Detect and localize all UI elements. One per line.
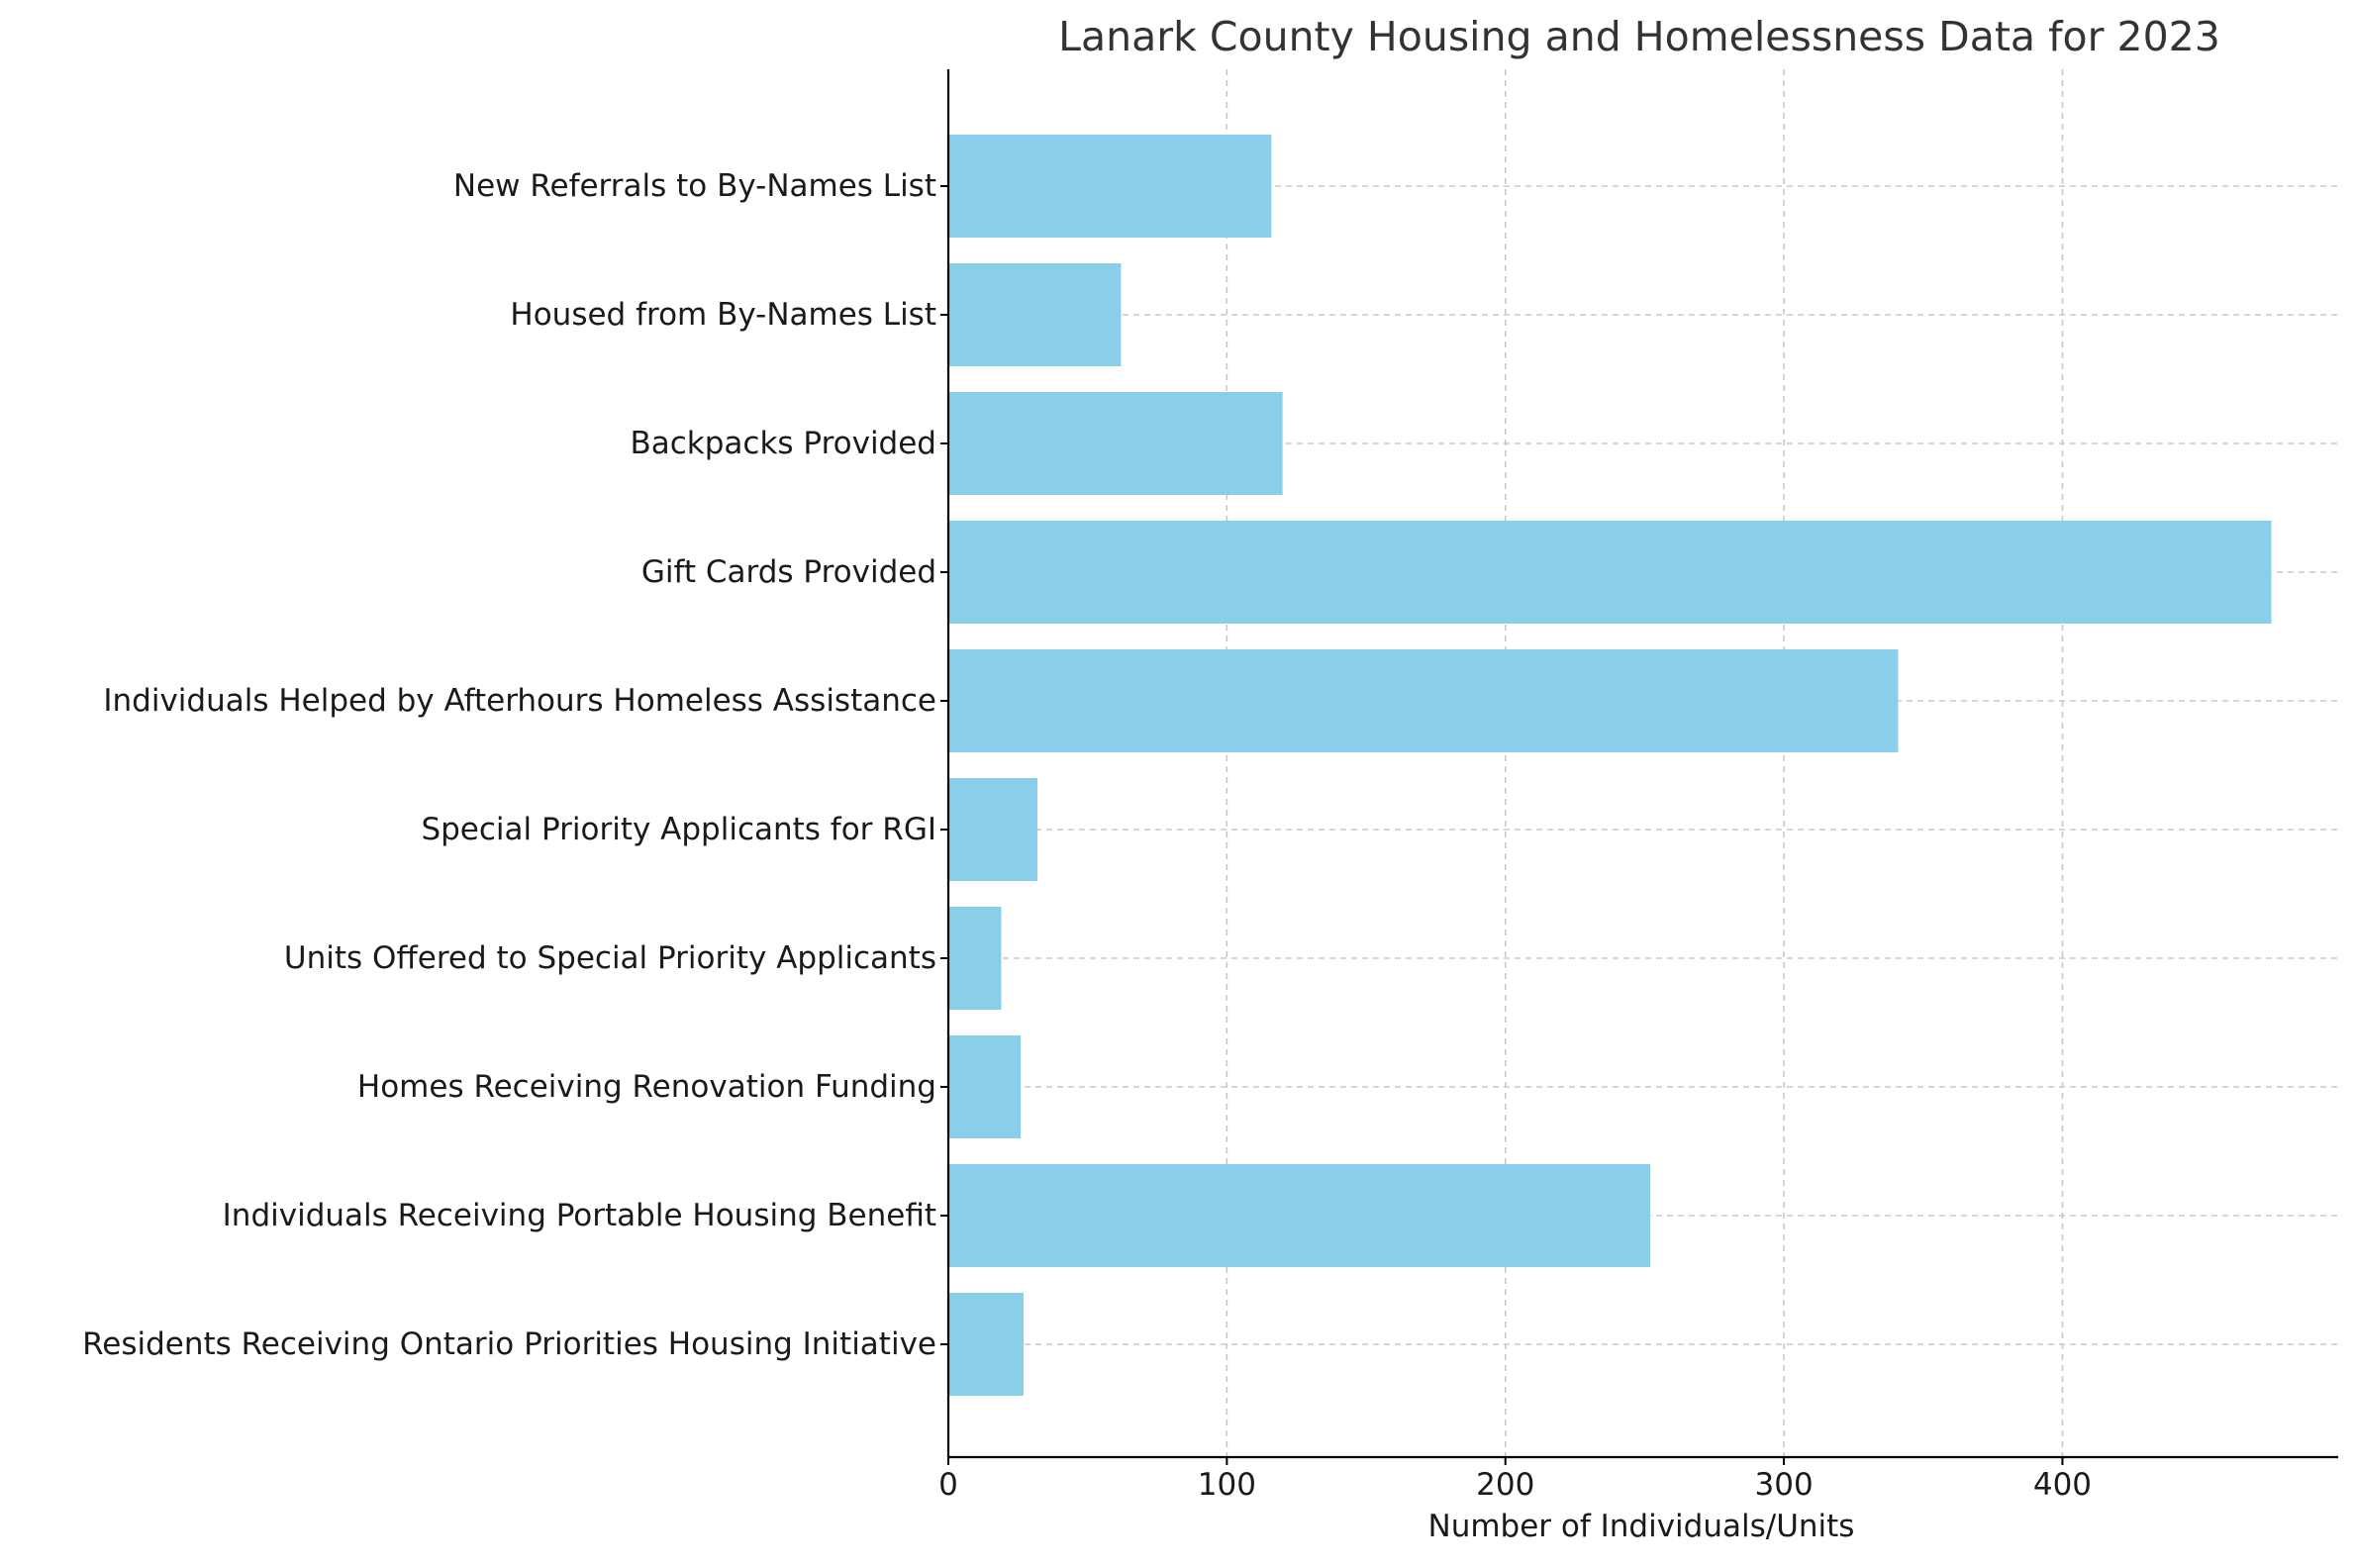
y-tick-label: Gift Cards Provided xyxy=(640,554,936,590)
bar xyxy=(948,1293,1024,1396)
y-tick-label: Homes Receiving Renovation Funding xyxy=(356,1069,936,1105)
x-tick-labels xyxy=(938,1467,2092,1503)
y-tick-labels xyxy=(82,168,936,1362)
bar xyxy=(948,1164,1650,1267)
y-tick-label: Individuals Helped by Afterhours Homeless Assistance xyxy=(103,683,936,719)
y-tick-label: Special Priority Applicants for RGI xyxy=(421,812,936,847)
bar xyxy=(948,392,1283,495)
bar xyxy=(948,521,2271,624)
y-tick-label: Individuals Receiving Portable Housing Benefit xyxy=(222,1198,936,1233)
bar xyxy=(948,649,1898,752)
x-tick-label: 100 xyxy=(1197,1467,1256,1503)
y-tick-label: Units Offered to Special Priority Applicants xyxy=(283,940,936,976)
x-tick-label: 300 xyxy=(1754,1467,1814,1503)
x-tick-label: 200 xyxy=(1476,1467,1535,1503)
bar xyxy=(948,778,1037,881)
bar xyxy=(948,907,1001,1010)
x-axis-label: Number of Individuals/Units xyxy=(1427,1509,1855,1544)
bars xyxy=(948,135,2271,1396)
x-tick-label: 400 xyxy=(2032,1467,2093,1503)
bar xyxy=(948,1035,1021,1138)
y-tick-label: Residents Receiving Ontario Priorities Housing Initiative xyxy=(82,1326,936,1362)
x-tick-label: 0 xyxy=(938,1467,958,1503)
y-tick-label: Backpacks Provided xyxy=(630,426,936,461)
y-tick-label: New Referrals to By-Names List xyxy=(452,168,936,204)
chart-title: Lanark County Housing and Homelessness Data for 2023 xyxy=(1058,13,2220,60)
bar xyxy=(948,263,1121,366)
bar xyxy=(948,135,1271,238)
y-tick-label: Housed from By-Names List xyxy=(510,297,936,333)
